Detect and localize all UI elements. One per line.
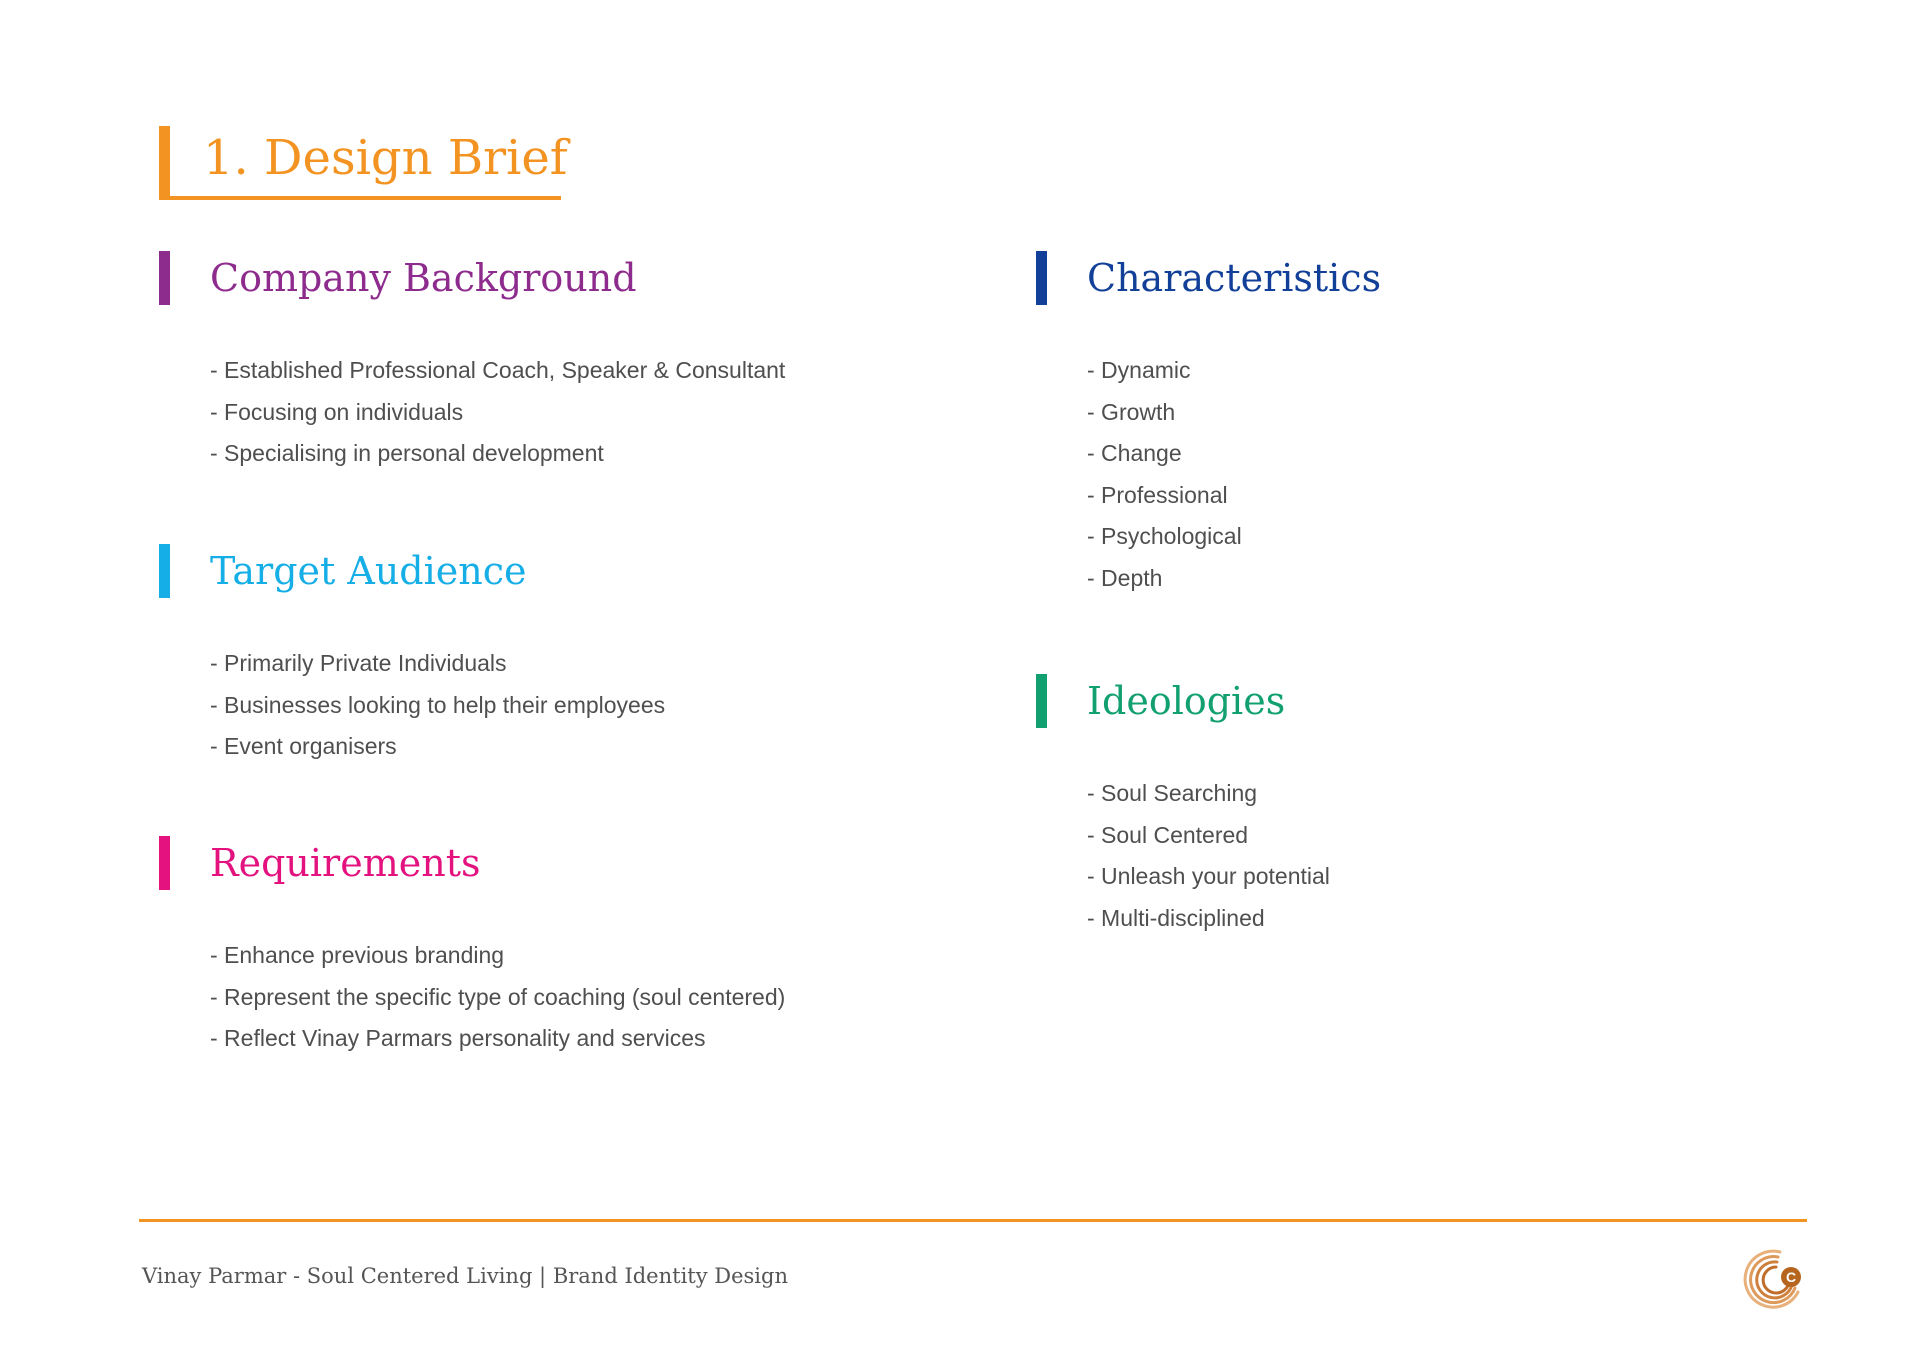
list-item: - Psychological [1087,523,1242,549]
section-accent-bar [159,836,170,890]
section-accent-bar [159,251,170,305]
section-title: Ideologies [1087,679,1286,723]
section-list [210,350,785,475]
section-accent-bar [1036,674,1047,728]
list-item: - Dynamic [1087,357,1191,383]
list-item: - Businesses looking to help their employees [210,691,666,718]
footer-text: Vinay Parmar - Soul Centered Living | Brand Identity Design [142,1264,788,1288]
list-item: - Unleash your potential [1087,863,1330,889]
list-item: - Soul Centered [1087,821,1249,848]
svg-text:C: C [1785,1269,1797,1285]
list-item: - Multi-disciplined [1087,904,1265,931]
page-title: 1. Design Brief [203,130,568,186]
list-item: - Depth [1087,564,1163,591]
list-item: - Enhance previous branding [210,942,505,968]
list-item: - Reflect Vinay Parmars personality and services [210,1025,706,1051]
section-title: Company Background [210,256,637,300]
list-item: - Primarily Private Individuals [210,650,507,676]
footer-divider [139,1219,1807,1222]
swirl-c-logo-icon [1740,1246,1806,1312]
page-title-block [159,126,568,200]
section-title: Characteristics [1087,256,1382,300]
section-title: Requirements [210,841,481,885]
list-item: - Represent the specific type of coaching (soul centered) [210,983,786,1010]
list-item: - Event organisers [210,733,397,759]
section-list [1087,773,1330,939]
section-title: Target Audience [210,549,527,593]
list-item: - Focusing on individuals [210,398,464,425]
section-list [210,935,785,1060]
title-underline [159,196,561,200]
list-item: - Specialising in personal development [210,440,604,466]
section-list [1087,350,1242,599]
list-item: - Professional [1087,481,1228,508]
list-item: - Soul Searching [1087,780,1258,806]
section-accent-bar [159,544,170,598]
list-item: - Growth [1087,398,1176,425]
section-accent-bar [1036,251,1047,305]
section-list [210,643,665,768]
title-accent-bar [159,126,170,200]
list-item: - Established Professional Coach, Speaker & Consultant [210,357,786,383]
list-item: - Change [1087,440,1182,466]
